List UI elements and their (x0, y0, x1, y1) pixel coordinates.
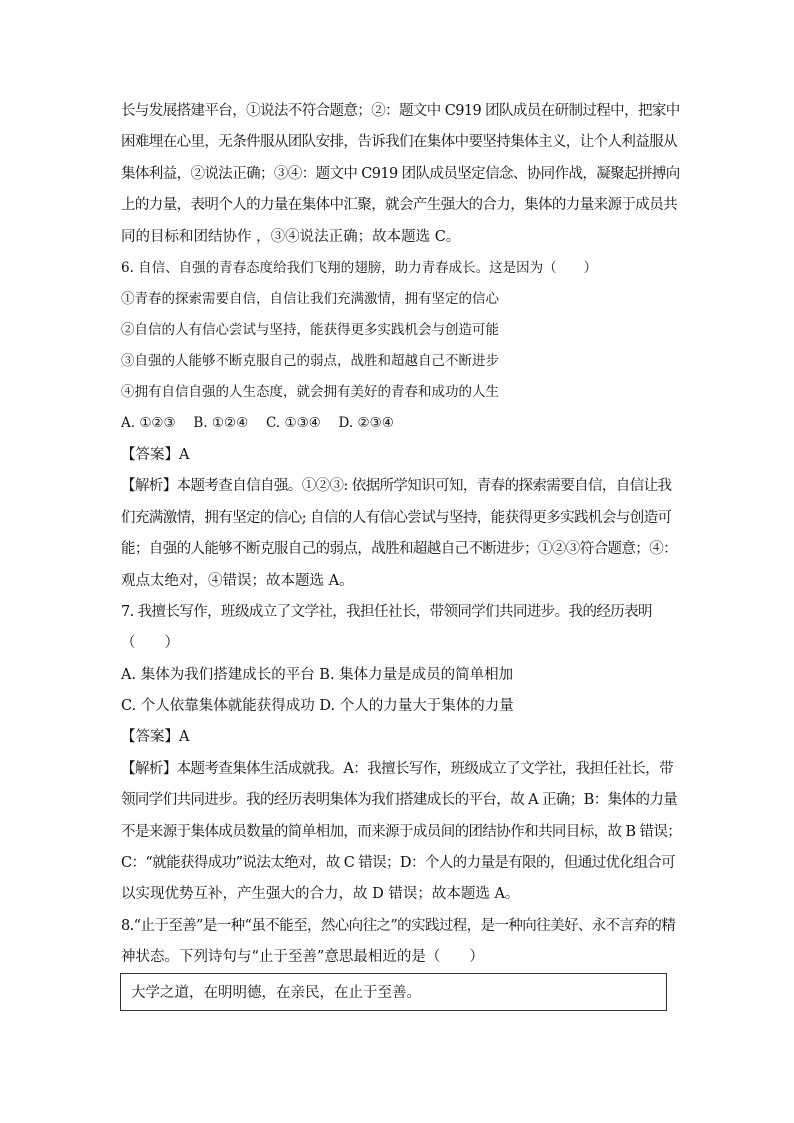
question-7-analysis: 领同学们共同进步。我的经历表明集体为我们搭建成长的平台，故 A 正确；B：集体的力量 (121, 792, 678, 808)
question-6-analysis: 能；自强的人能够不断克服自己的弱点，战胜和超越自己不断进步；①②③符合题意；④： (121, 541, 677, 557)
question-6-analysis: 观点太绝对，④错误；故本题选 A。 (121, 573, 354, 589)
question-7-analysis: 【解析】本题考查集体生活成就我。A：我擅长写作，班级成立了文学社，我担任社长，带 (121, 761, 673, 777)
question-7-analysis: 不是来源于集体成员数量的简单相加，而来源于成员间的团结协作和共同目标，故 B 错误； (121, 824, 681, 840)
question-6-statement-4: ④拥有自信自强的人生态度，就会拥有美好的青春和成功的人生 (121, 384, 499, 400)
question-6-statement-3: ③自强的人能够不断克服自己的弱点，战胜和超越自己不断进步 (121, 353, 499, 369)
question-7-options-cd: C. 个人依靠集体就能获得成功 D. 个人的力量大于集体的力量 (121, 698, 514, 714)
question-7-options-ab: A. 集体为我们搭建成长的平台 B. 集体力量是成员的简单相加 (121, 667, 514, 683)
quote-box (120, 973, 667, 1011)
question-6-statement-2: ②自信的人有信心尝试与坚持，能获得更多实践机会与创造可能 (121, 322, 499, 338)
text-line: 长与发展搭建平台，①说法不符合题意；②：题文中 C919 团队成员在研制过程中，把家中 (121, 103, 680, 119)
question-7-stem: （ ） (121, 635, 179, 651)
question-7-analysis: 以实现优势互补，产生强大的合力，故 D 错误；故本题选 A。 (121, 886, 520, 902)
question-7-analysis: C：“就能获得成功”说法太绝对，故 C 错误；D：个人的力量是有限的，但通过优化组合可 (121, 855, 676, 871)
text-line: 集体利益，②说法正确；③④：题文中 C919 团队成员坚定信念、协同作战，凝聚起拼搏向 (121, 166, 680, 182)
question-7-answer: 【答案】A (121, 729, 190, 745)
text-line: 上的力量，表明个人的力量在集体中汇聚，就会产生强大的合力，集体的力量来源于成员共 (121, 197, 677, 213)
text-line: 同的目标和团结协作 ，③④说法正确；故本题选 C。 (121, 229, 461, 245)
question-6-answer: 【答案】A (121, 447, 190, 463)
question-6-stem: 6. 自信、自强的青春态度给我们飞翔的翅膀，助力青春成长。这是因为（ ） (121, 260, 598, 276)
question-6-analysis: 【解析】本题考查自信自强。①②③: 依据所学知识可知，青春的探索需要自信，自信让我 (121, 478, 672, 494)
text-line: 困难埋在心里，无条件服从团队安排，告诉我们在集体中要坚持集体主义，让个人利益服从 (121, 134, 677, 150)
question-6-analysis: 们充满激情，拥有坚定的信心; 自信的人有信心尝试与坚持，能获得更多实践机会与创造可 (121, 510, 672, 526)
question-6-statement-1: ①青春的探索需要自信，自信让我们充满激情，拥有坚定的信心 (121, 291, 499, 307)
question-8-stem: 神状态。下列诗句与“止于至善”意思最相近的是（ ） (121, 949, 484, 965)
quote-text: 大学之道，在明明德，在亲民，在止于至善。 (131, 985, 421, 1001)
question-8-stem: 8.“止于至善”是一种“虽不能至，然心向往之”的实践过程，是一种向往美好、永不言弃的精 (121, 918, 676, 934)
question-6-options: A. ①②③ B. ①②④ C. ①③④ D. ②③④ (121, 415, 394, 431)
question-7-stem: 7. 我擅长写作，班级成立了文学社，我担任社长，带领同学们共同进步。我的经历表明 (121, 604, 652, 620)
